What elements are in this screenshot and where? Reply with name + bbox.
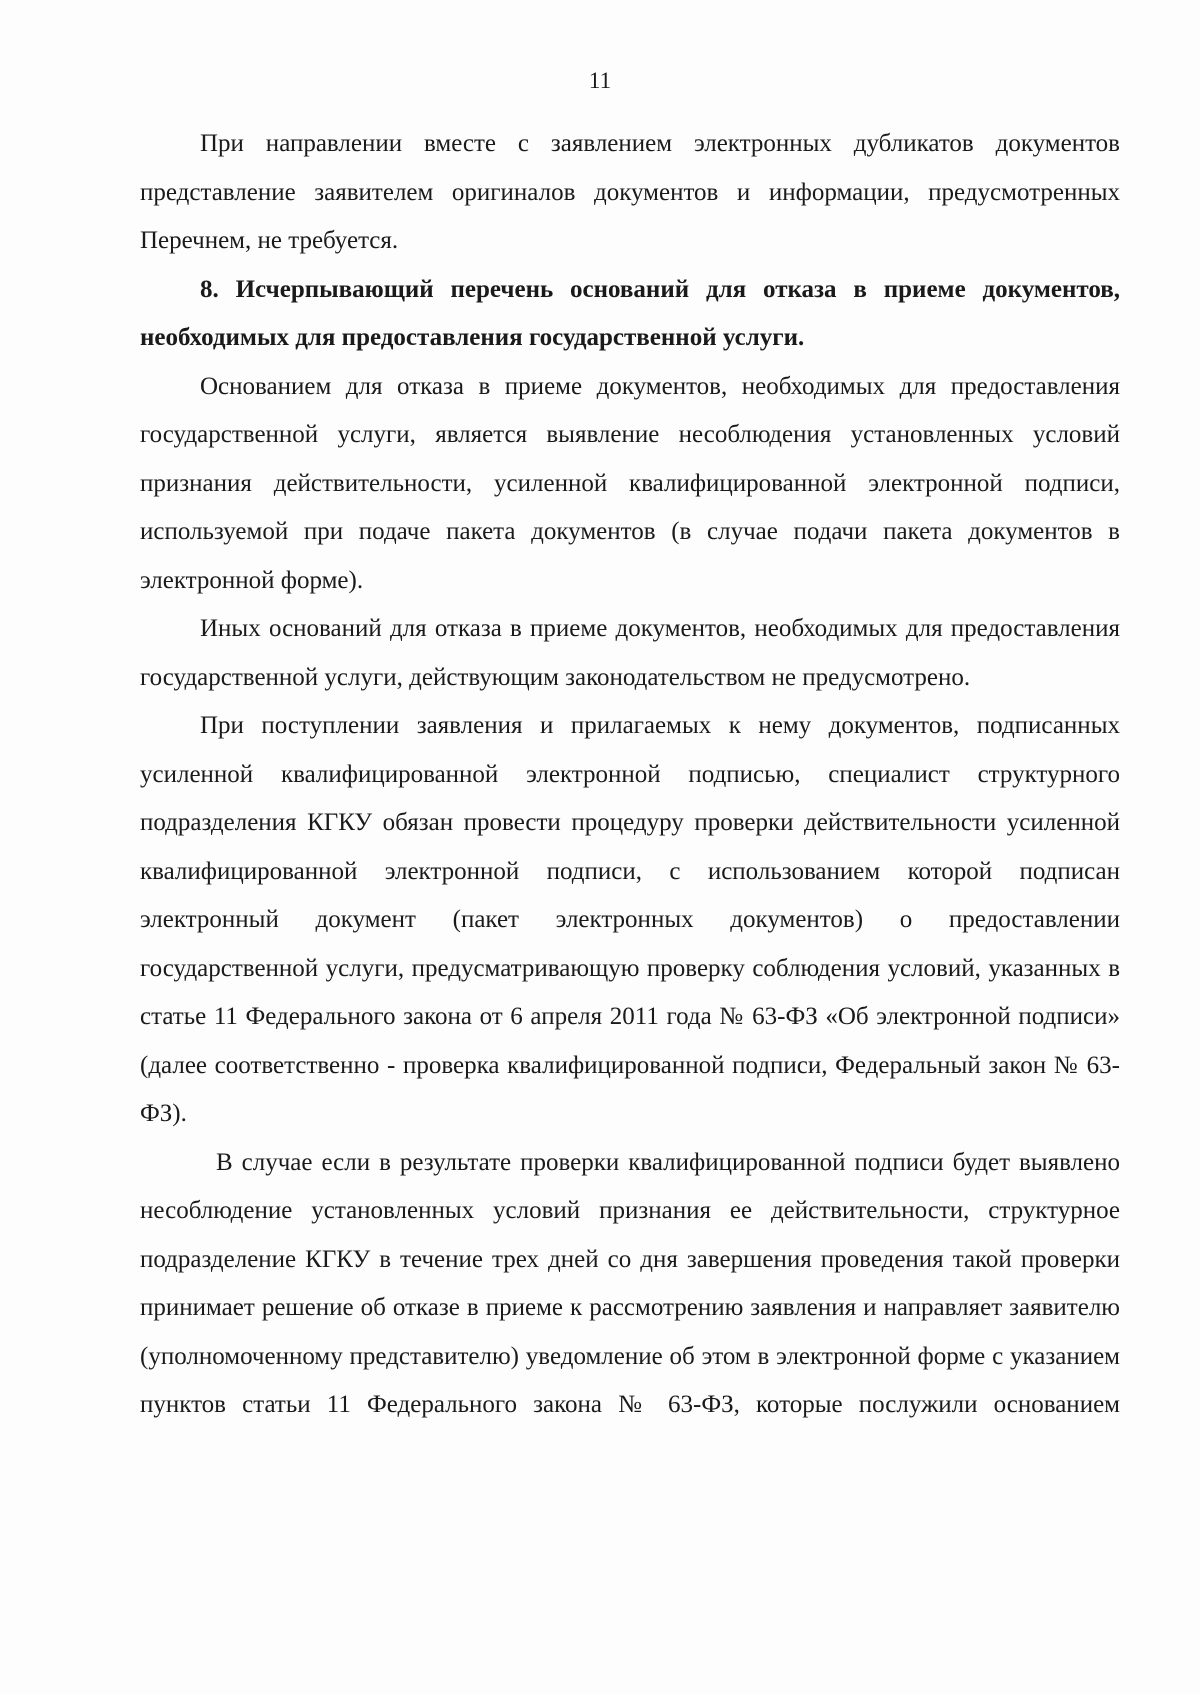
paragraph-duplicates: При направлении вместе с заявлением электронных дубликатов документов представление заявителем оригиналов документов и информации, предусмотренных Перечнем, не требуется. bbox=[140, 130, 1120, 254]
document-body bbox=[140, 120, 1120, 1430]
section-heading-8: 8. Исчерпывающий перечень оснований для отказа в приеме документов, необходимых для предоставления государственной услуги. bbox=[140, 275, 1120, 351]
paragraph-refusal-grounds: Основанием для отказа в приеме документов, необходимых для предоставления государственной услуги, является выявление несоблюдения установленных условий признания действительности, усиленной квалифицированной электронной подписи, используемой при подаче пакета документов (в случае подачи пакета документов в электронной форме). bbox=[140, 372, 1120, 594]
paragraph-signature-check: При поступлении заявления и прилагаемых к нему документов, подписанных усиленной квалифицированной электронной подписью, специалист структурного подразделения КГКУ обязан провести процедуру проверки действительности усиленной квалифицированной электронной подписи, с использованием которой подписан электронный документ (пакет электронных документов) о предоставлении государственной услуги, предусматривающую проверку соблюдения условий, указанных в статье 11 Федерального закона от 6 апреля 2011 года № 63-ФЗ «Об электронной подписи» (далее соответственно - проверка квалифицированной подписи, Федеральный закон № 63-ФЗ). bbox=[140, 712, 1120, 1127]
paragraph-refusal-decision: В случае если в результате проверки квалифицированной подписи будет выявлено несоблюдение установленных условий признания ее действительности, структурное подразделение КГКУ в течение трех дней со дня завершения проведения такой проверки принимает решение об отказе в приеме к рассмотрению заявления и направляет заявителю (уполномоченному представителю) уведомление об этом в электронной форме с указанием пунктов статьи 11 Федерального закона № 63-ФЗ, которые послужили основанием bbox=[140, 1148, 1120, 1418]
paragraph-no-other-grounds: Иных оснований для отказа в приеме документов, необходимых для предоставления государственной услуги, действующим законодательством не предусмотрено. bbox=[140, 615, 1120, 691]
page-number: 11 bbox=[588, 68, 612, 93]
